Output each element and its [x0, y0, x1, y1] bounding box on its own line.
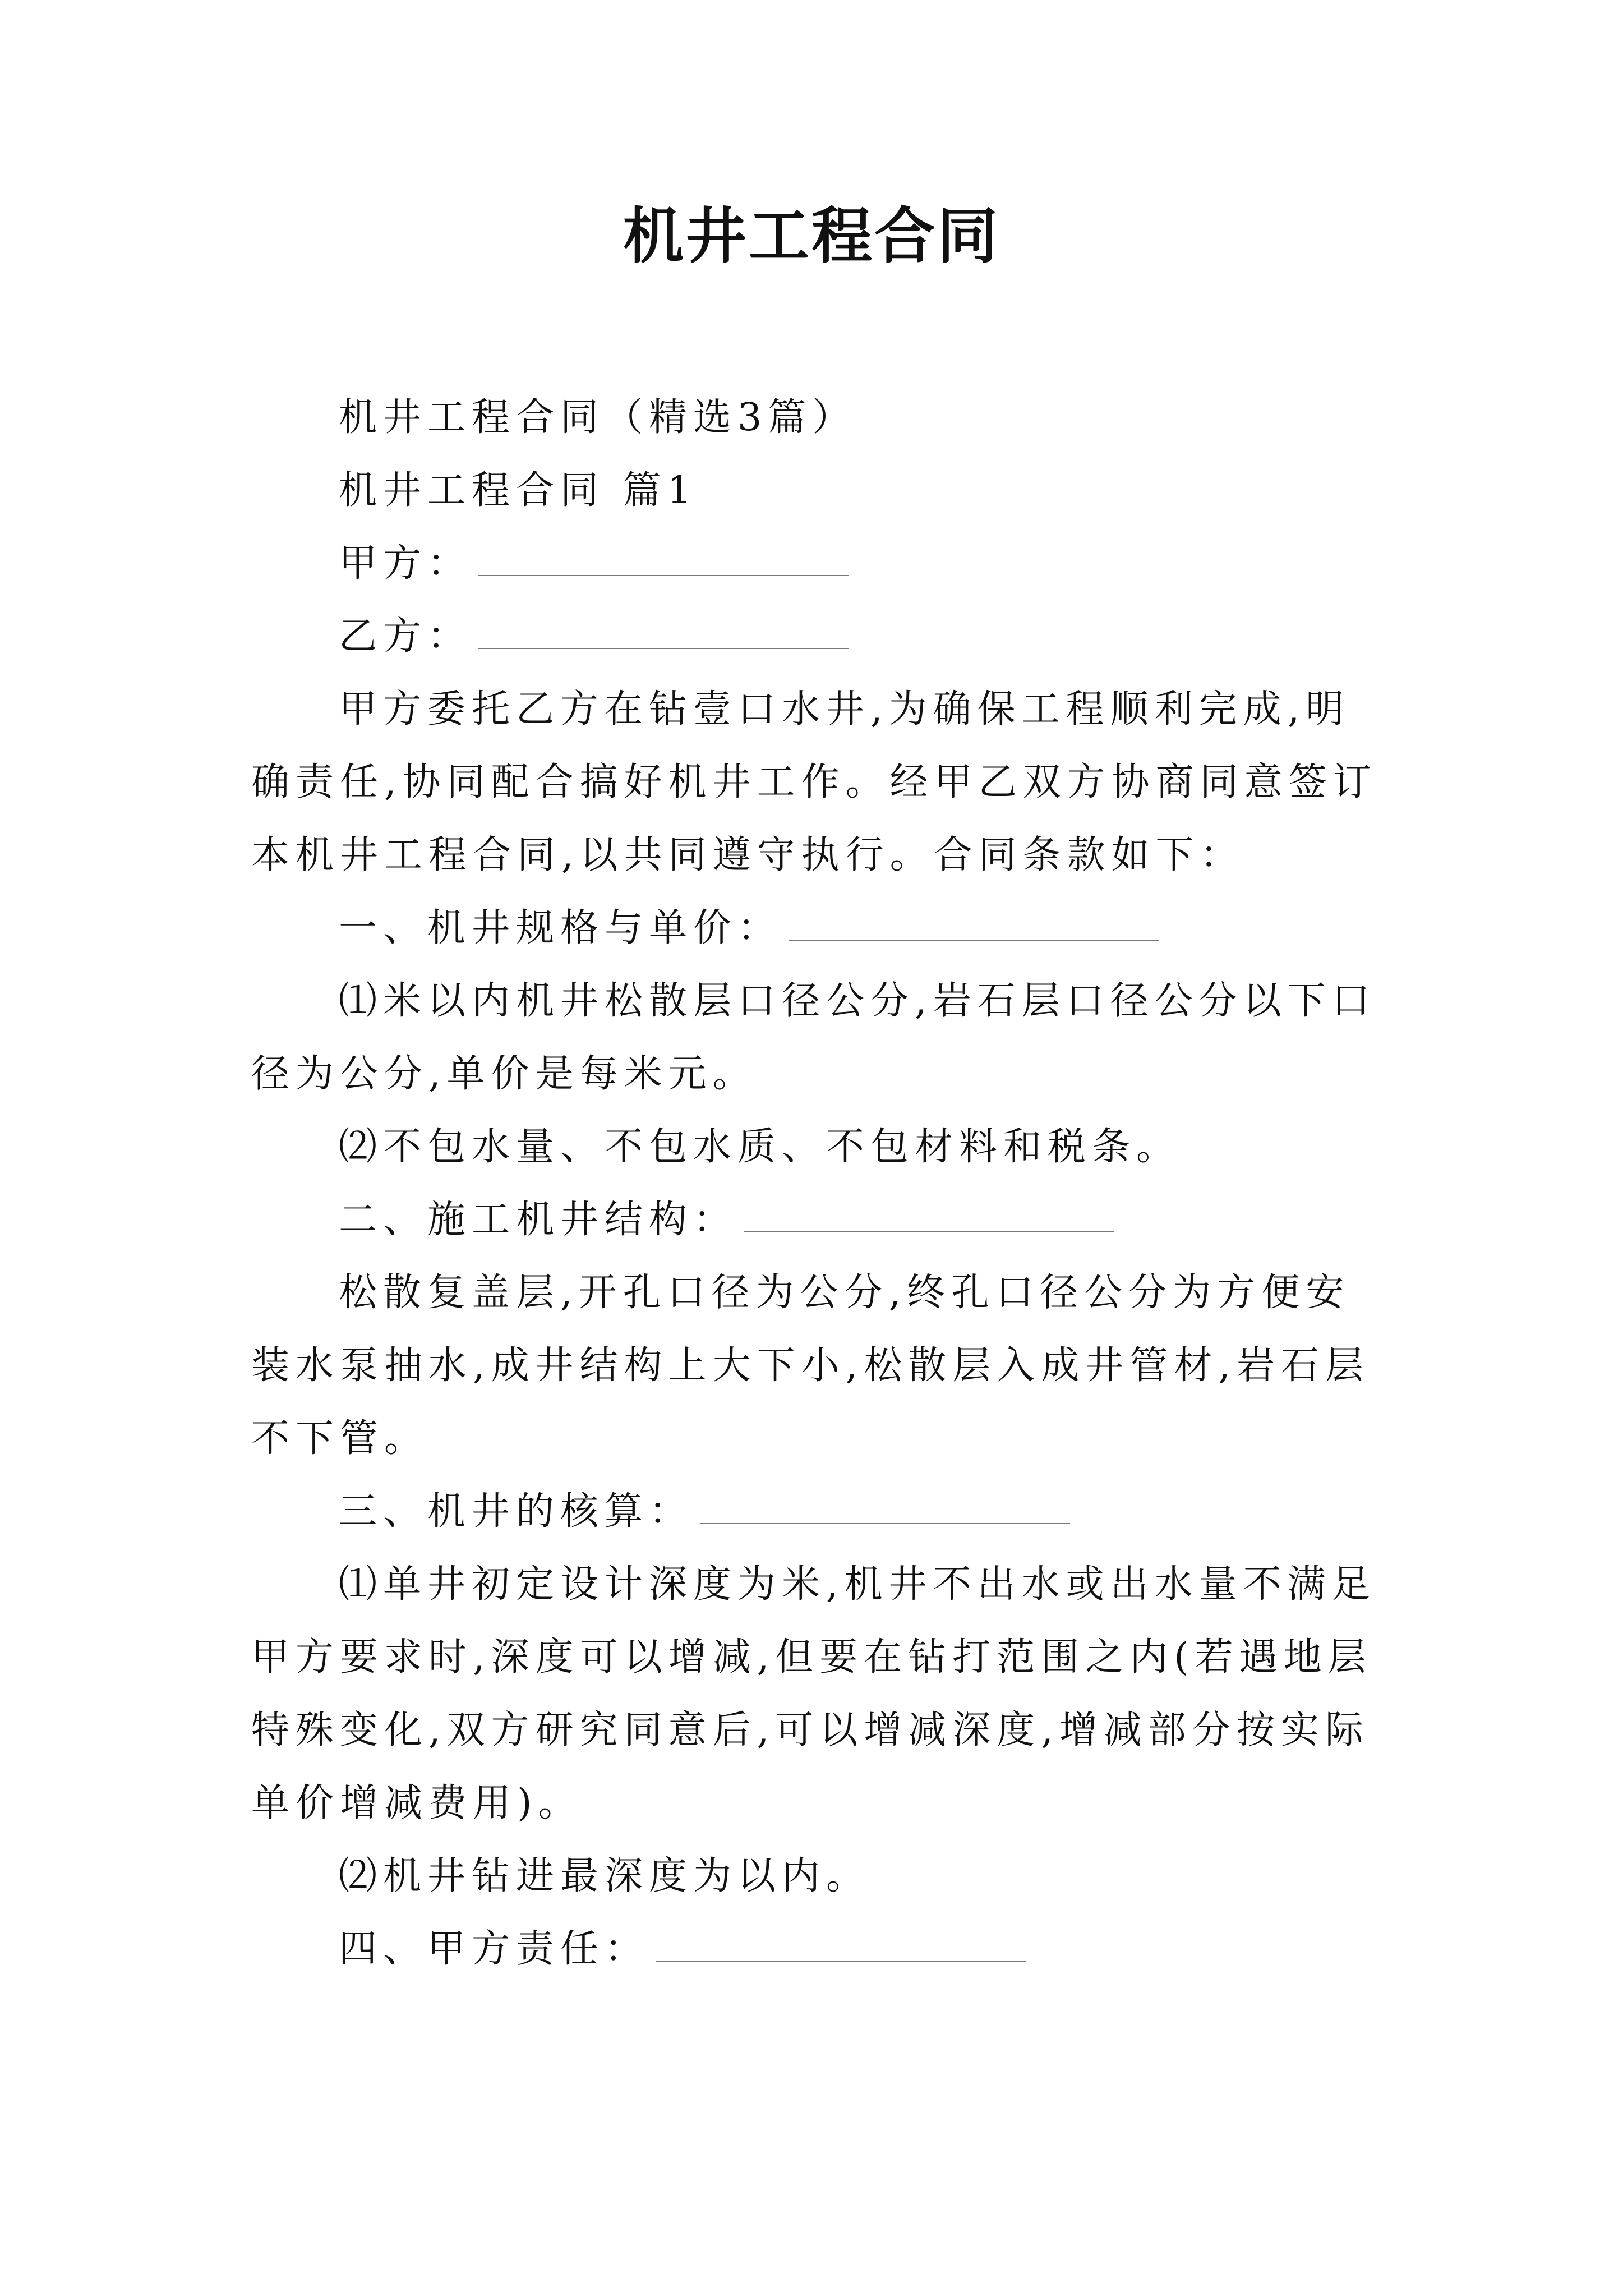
paragraph-clause-2: [251, 1257, 1381, 1475]
fill-in-blank-line: [656, 1927, 1026, 1962]
paragraph-text: 四、甲方责任：: [339, 1927, 649, 1971]
document-body: [251, 381, 1381, 1986]
paragraph-text: 三、机井的核算：: [339, 1489, 694, 1534]
paragraph-text: 乙方：: [339, 614, 472, 659]
paragraph-clause-1-2: [251, 1111, 1381, 1184]
paragraph-text: ⑵机井钻进最深度为以内。: [339, 1854, 871, 1898]
paragraph-party-a: [251, 527, 1381, 600]
paragraph-section-3: [251, 1475, 1381, 1548]
paragraph-text: ⑴单井初定设计深度为米,机井不出水或出水量不满足甲方要求时,深度可以增减,但要在钻打范围之内(若遇地层特殊变化,双方研究同意后,可以增减深度,增减部分按实际单价增减费用)。: [251, 1562, 1376, 1825]
paragraph-party-b: [251, 600, 1381, 673]
paragraph-section-2: [251, 1184, 1381, 1257]
paragraph-clause-3-2: [251, 1840, 1381, 1913]
paragraph-clause-1-1: [251, 965, 1381, 1111]
fill-in-blank-line: [478, 541, 849, 576]
paragraph-intro: [251, 673, 1381, 892]
fill-in-blank-line: [789, 906, 1159, 941]
paragraph-text: ⑴米以内机井松散层口径公分,岩石层口径公分以下口径为公分,单价是每米元。: [251, 979, 1376, 1096]
paragraph-text: 机井工程合同（精选3篇）: [339, 395, 857, 440]
paragraph-clause-3-1: [251, 1548, 1381, 1840]
document-title: 机井工程合同: [623, 201, 1000, 272]
paragraph-text: ⑵不包水量、不包水质、不包材料和税条。: [339, 1125, 1181, 1169]
fill-in-blank-line: [700, 1489, 1070, 1524]
paragraph-text: 甲方：: [339, 541, 472, 586]
paragraph-section-4: [251, 1913, 1381, 1986]
paragraph-text: 松散复盖层,开孔口径为公分,终孔口径公分为方便安装水泵抽水,成井结构上大下小,松散层入成井管材,岩石层不下管。: [251, 1271, 1370, 1461]
paragraph-subtitle: [251, 381, 1381, 454]
paragraph-text: 甲方委托乙方在钻壹口水井,为确保工程顺利完成,明确责任,协同配合搞好机井工作。经甲乙双方协商同意签订本机井工程合同,以共同遵守执行。合同条款如下：: [251, 687, 1377, 877]
fill-in-blank-line: [478, 614, 849, 649]
paragraph-text: 一、机井规格与单价：: [339, 906, 782, 950]
paragraph-text: 机井工程合同 篇1: [339, 468, 698, 513]
paragraph-chapter: [251, 454, 1381, 527]
fill-in-blank-line: [744, 1198, 1114, 1232]
paragraph-text: 二、施工机井结构：: [339, 1198, 738, 1242]
paragraph-section-1: [251, 892, 1381, 965]
